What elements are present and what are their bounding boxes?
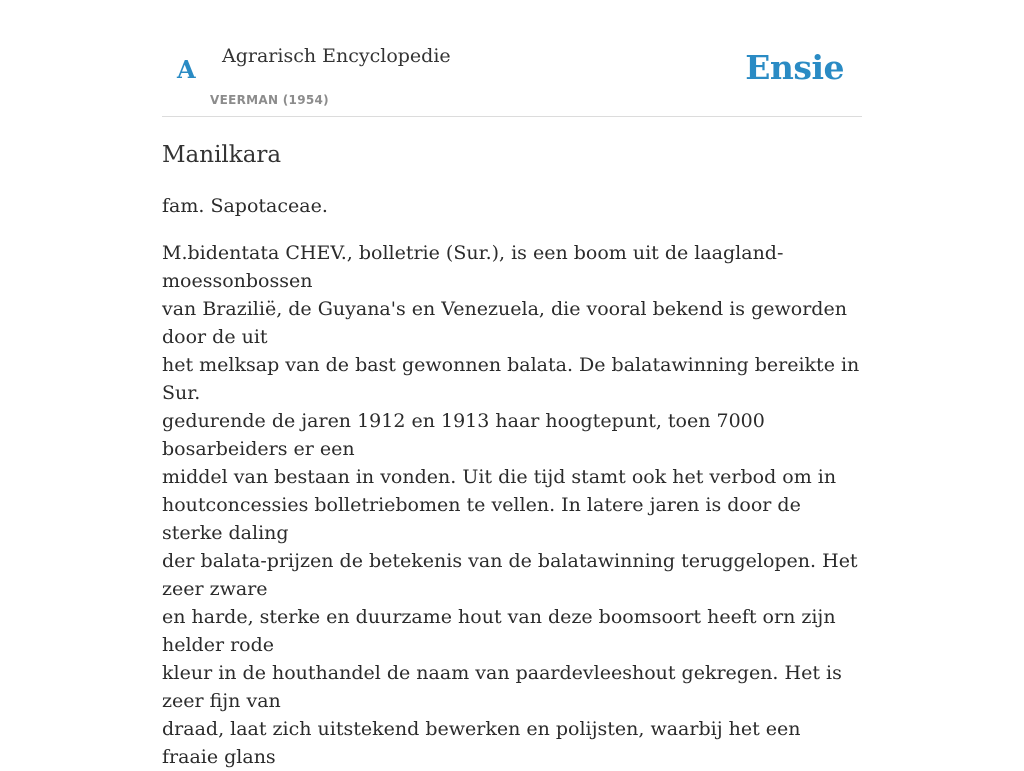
article-family: fam. Sapotaceae. bbox=[162, 195, 328, 217]
ensie-logo-link[interactable]: Ensie bbox=[745, 48, 844, 87]
book-title-link[interactable]: Agrarisch Encyclopedie bbox=[222, 45, 451, 67]
article-title: Manilkara bbox=[162, 142, 282, 168]
book-author: VEERMAN (1954) bbox=[210, 93, 329, 107]
article-content bbox=[162, 140, 862, 771]
book-letter-icon[interactable]: A bbox=[177, 55, 196, 84]
article-body: M.bidentata CHEV., bolletrie (Sur.), is een boom uit de laagland-moessonbossen van Brazilië, de Guyana's en Venezuela, die vooral bekend is geworden door de uit het melksap van de bast gewonnen balata. De balatawinning bereikte in Sur. gedurende de jaren 1912 en 1913 haar hoogtepunt, toen 7000 bosarbeiders er een middel van bestaan in vonden. Uit die tijd stamt ook het verbod om in houtconcessies bolletriebomen te vellen. In latere jaren is door de sterke daling der balata-prijzen de betekenis van de balatawinning teruggelopen. Het zeer zware en harde, sterke en duurzame hout van deze boomsoort heeft orn zijn helder rode kleur in de houthandel de naam van paardevleeshout gekregen. Het is zeer fijn van draad, laat zich uitstekend bewerken en polijsten, waarbij het een fraaie glans bbox=[162, 242, 860, 768]
page-header bbox=[162, 0, 862, 117]
